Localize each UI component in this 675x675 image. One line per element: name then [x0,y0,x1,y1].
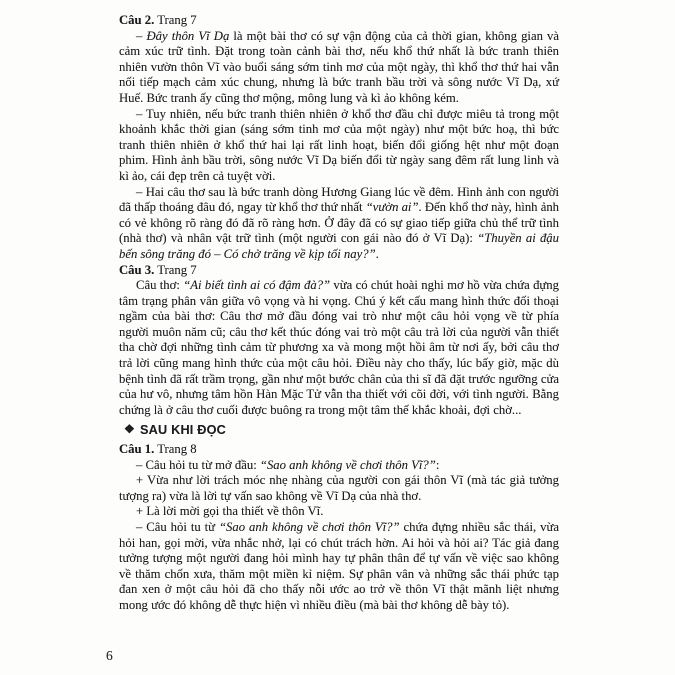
answer-paragraph-q3-1 [119,278,559,418]
answer-paragraph-q1-2 [119,473,559,504]
paragraph-text: Câu thơ: [136,278,184,293]
answer-paragraph-q2-3 [119,185,559,263]
diamond-icon: ❖ [124,422,135,437]
paragraph-text: vừa có chút hoài nghi mơ hồ vừa chứa đựng tâm trạng phân vân giữa vô vọng và hi vọng. Chú ý kết cấu mang hình thức đối thoại ngầm của bài thơ: Câu thơ mở đầu đóng vai trò như một câu hỏi vọng về từ phía người muôn năm cũ; câu thơ kết thúc đóng vai trò một câu trả lời của người vẫn thiết tha chờ đợi những tình cảm từ phương xa và mong một hồi âm từ nơi ấy, bởi câu thơ trả lời cũng mang hình thức của một câu hỏi. Điều này cho thấy, lúc bấy giờ, mặc dù bệnh tình đã rất trầm trọng, gần như một bước chân của thi sĩ đã đặt trước ngưỡng cửa của hư vô, nhưng tâm hồn Hàn Mặc Tử vẫn tha thiết với cõi đời, với tình người. Bằng chứng là ở câu thơ cuối được buông ra trong một tâm thế khắc khoải, đợi chờ... [119,278,559,417]
poem-quote: “Sao anh không về chơi thôn Vĩ?” [218,520,400,534]
paragraph-text: . Đến khổ thơ này, hình ảnh có vẻ không rõ ràng đó đã rõ ràng hơn. Ở đây đã có sự giao tiếp giữa chủ thể trữ tình (nhà thơ) và nhân vật trữ tình (một người con gái nào đó ở Vĩ Dạ): [119,200,560,246]
question-heading-cau1 [119,442,559,458]
page-reference: Trang 8 [154,442,197,457]
paragraph-text: là một bài thơ có sự vận động của cả thời gian, không gian và cảm xúc trữ tình. Đặt trong toàn cảnh bài thơ, nếu khổ thứ nhất là bức tranh thiên nhiên vườn thôn Vĩ vào buổi sáng sớm tinh mơ của một ngày, thì khổ thơ thứ hai vẫn nối tiếp mạch cảm xúc chung, nhưng là bức tranh bầu trời và sông nước Vĩ Dạ, xứ Huế. Bức tranh ấy cũng thơ mộng, mông lung và kì ảo không kém. [119,28,560,105]
paragraph-text: . [375,246,379,261]
question-number: Câu 1. [119,442,155,457]
poem-quote: “vườn ai” [365,200,419,215]
paragraph-text: : [435,457,440,472]
answer-paragraph-q2-2 [119,107,559,185]
dash-marker: – [136,28,147,43]
paragraph-text: chứa đựng nhiều sắc thái, vừa hỏi han, gọi mời, vừa nhắc nhở, lại có chút trách hờn. Ai hỏi và hỏi ai? Tác giả đang tưởng tượng một người đang hỏi mình hay tự phân thân để tự vấn về việc sao không về thăm chốn xưa, thăm một miền kỉ niệm. Sự phân vân và những sắc thái phức tạp đan xen ở một câu hỏi đã cho thấy nỗi ước ao trở về thôn Vĩ thật mãnh liệt nhưng mong ước đó không dễ thực hiện vì nhiều điều (mà bài thơ không dễ bày tỏ). [119,520,560,612]
question-number: Câu 2. [119,13,155,27]
question-number: Câu 3. [119,262,155,277]
poem-quote: “Ai biết tình ai có đậm đà?” [183,278,331,293]
page-reference: Trang 7 [154,13,197,27]
answer-paragraph-q1-3 [119,504,559,520]
poem-title: Đây thôn Vĩ Dạ [146,28,230,43]
section-heading-sau-khi-doc [119,423,559,439]
paragraph-text: – Câu hỏi tu từ [136,520,219,534]
section-title: SAU KHI ĐỌC [139,423,227,438]
paragraph-text: + Vừa như lời trách móc nhẹ nhàng của người con gái thôn Vĩ (mà tác giả tưởng tượng ra) vừa là lời tự vấn sao không về Vĩ Dạ của nhà thơ. [119,473,559,503]
answer-paragraph-q1-4 [119,520,559,614]
question-heading-cau3 [119,263,559,279]
answer-paragraph-q2-1 [119,29,559,107]
poem-quote: “Sao anh không về chơi thôn Vĩ?” [259,457,436,472]
paragraph-text: – Hai câu thơ sau là bức tranh dòng Hương Giang lúc về đêm. Hình ảnh con người đã thấp thoáng đâu đó, ngay từ khổ thơ thứ nhất [119,184,559,215]
page-number: 6 [106,648,113,663]
answer-paragraph-q1-1 [119,458,559,474]
paragraph-text: – Câu hỏi tu từ mở đầu: [136,457,260,472]
question-heading-cau2 [119,13,559,29]
poem-quote: “Thuyền ai đậu bến sông trăng đó – Có chở trăng về kịp tối nay?” [119,231,559,261]
paragraph-text: + Là lời mời gọi tha thiết về thôn Vĩ. [136,504,324,519]
paragraph-text: – Tuy nhiên, nếu bức tranh thiên nhiên ở khổ thơ đầu chỉ được miêu tả trong một khoảnh khắc thời gian (sáng sớm tinh mơ của một ngày) như một bức hoạ, thì bức tranh thiên nhiên ở khổ thứ hai lại rất linh hoạt, biến đổi giống hệt như một đoạn phim. Hình ảnh bầu trời, sông nước Vĩ Dạ biến đổi từ ngày sang đêm rất lung linh và kì ảo, cái đẹp trên cả tuyệt vời. [119,106,559,183]
page-reference: Trang 7 [154,262,197,277]
